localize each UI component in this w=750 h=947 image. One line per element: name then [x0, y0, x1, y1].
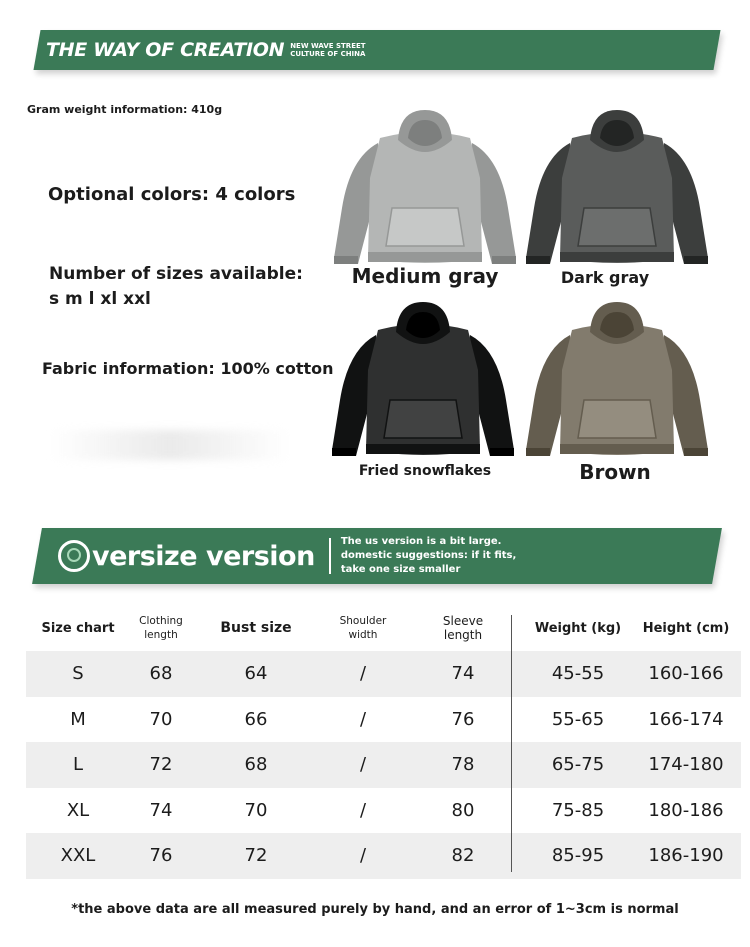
blurred-text [50, 430, 290, 460]
banner-subtitle-line2: CULTURE OF CHINA [290, 50, 366, 58]
cell-shoulder: / [359, 754, 367, 776]
size-chart-table [26, 605, 741, 879]
cell-size: XL [66, 799, 90, 821]
header-weight: Weight (kg) [534, 620, 622, 636]
cell-weight: 75-85 [551, 799, 605, 821]
sizes-line1: Number of sizes available: [49, 264, 303, 284]
cell-length: 74 [149, 799, 173, 821]
cell-shoulder: / [359, 708, 367, 730]
table-column-divider [511, 615, 512, 872]
oversize-note-line1: The us version is a bit large. [340, 536, 502, 547]
cell-sleeve: 80 [451, 799, 475, 821]
header-sleeve [426, 605, 500, 651]
color-label-brown: Brown [579, 460, 651, 484]
oversize-note-line3: take one size smaller [340, 564, 461, 575]
header-height: Height (cm) [642, 620, 730, 636]
header-shoulder-1: Shoulder [339, 615, 387, 627]
header-sleeve-2: length [443, 628, 483, 642]
oversize-title: versize version [92, 540, 315, 572]
header-clothing-length [124, 605, 198, 651]
cell-bust: 66 [244, 708, 268, 730]
header-shoulder-2: width [348, 629, 378, 641]
header-sleeve-1: Sleeve [442, 614, 484, 628]
cell-size: XXL [60, 845, 96, 867]
hoodie-image-medium-gray [330, 108, 520, 273]
cell-shoulder: / [359, 799, 367, 821]
cell-sleeve: 82 [451, 845, 475, 867]
fabric-info: Fabric information: 100% cotton [42, 359, 334, 378]
oversize-note-line2: domestic suggestions: if it fits, [340, 550, 517, 561]
cell-bust: 64 [244, 663, 268, 685]
cell-bust: 70 [244, 799, 268, 821]
size-chart-body [26, 651, 741, 879]
cell-length: 68 [149, 663, 173, 685]
table-row [26, 788, 741, 834]
color-label-dark-gray: Dark gray [560, 268, 650, 287]
banner-subtitle [290, 42, 365, 58]
cell-bust: 72 [244, 845, 268, 867]
table-row [26, 651, 741, 697]
header-clothing-length-2: length [144, 629, 178, 641]
table-row [26, 697, 741, 743]
hoodie-image-dark-gray [522, 108, 712, 273]
cell-sleeve: 78 [451, 754, 475, 776]
oversize-note [341, 535, 516, 577]
banner-title: THE WAY OF CREATION [46, 39, 285, 61]
cell-length: 70 [149, 708, 173, 730]
measurement-footnote: *the above data are all measured purely by hand, and an error of 1~3cm is normal [71, 902, 679, 917]
banner-subtitle-line1: NEW WAVE STREET [290, 42, 366, 50]
cell-length: 76 [149, 845, 173, 867]
cell-length: 72 [149, 754, 173, 776]
table-row [26, 833, 741, 879]
header-banner-content [46, 30, 366, 70]
color-label-medium-gray: Medium gray [351, 264, 499, 288]
hoodie-image-fried-snowflakes [328, 300, 518, 465]
table-row [26, 742, 741, 788]
cell-height: 186-190 [648, 845, 724, 867]
sizes-line2: s m l xl xxl [49, 289, 151, 309]
size-chart-header [26, 605, 741, 651]
oversize-logo-icon [58, 540, 90, 572]
size-count-info [49, 262, 303, 312]
cell-sleeve: 74 [451, 663, 475, 685]
cell-weight: 65-75 [551, 754, 605, 776]
cell-height: 160-166 [648, 663, 724, 685]
cell-height: 180-186 [648, 799, 724, 821]
gram-weight-info: Gram weight information: 410g [27, 103, 223, 116]
cell-shoulder: / [359, 845, 367, 867]
cell-height: 174-180 [648, 754, 724, 776]
cell-size: M [70, 708, 86, 730]
cell-bust: 68 [244, 754, 268, 776]
header-bust: Bust size [220, 620, 292, 636]
header-size: Size chart [41, 620, 115, 636]
cell-sleeve: 76 [451, 708, 475, 730]
cell-size: S [72, 663, 84, 685]
hoodie-image-brown [522, 300, 712, 465]
cell-weight: 55-65 [551, 708, 605, 730]
color-count-info: Optional colors: 4 colors [48, 184, 296, 205]
cell-shoulder: / [359, 663, 367, 685]
cell-height: 166-174 [648, 708, 724, 730]
cell-weight: 85-95 [551, 845, 605, 867]
color-label-fried-snowflakes: Fried snowflakes [358, 463, 492, 479]
header-clothing-length-1: Clothing [139, 615, 183, 627]
cell-size: L [72, 754, 84, 776]
oversize-banner-content [58, 528, 516, 584]
cell-weight: 45-55 [551, 663, 605, 685]
banner-divider [329, 538, 331, 574]
header-shoulder [324, 605, 402, 651]
